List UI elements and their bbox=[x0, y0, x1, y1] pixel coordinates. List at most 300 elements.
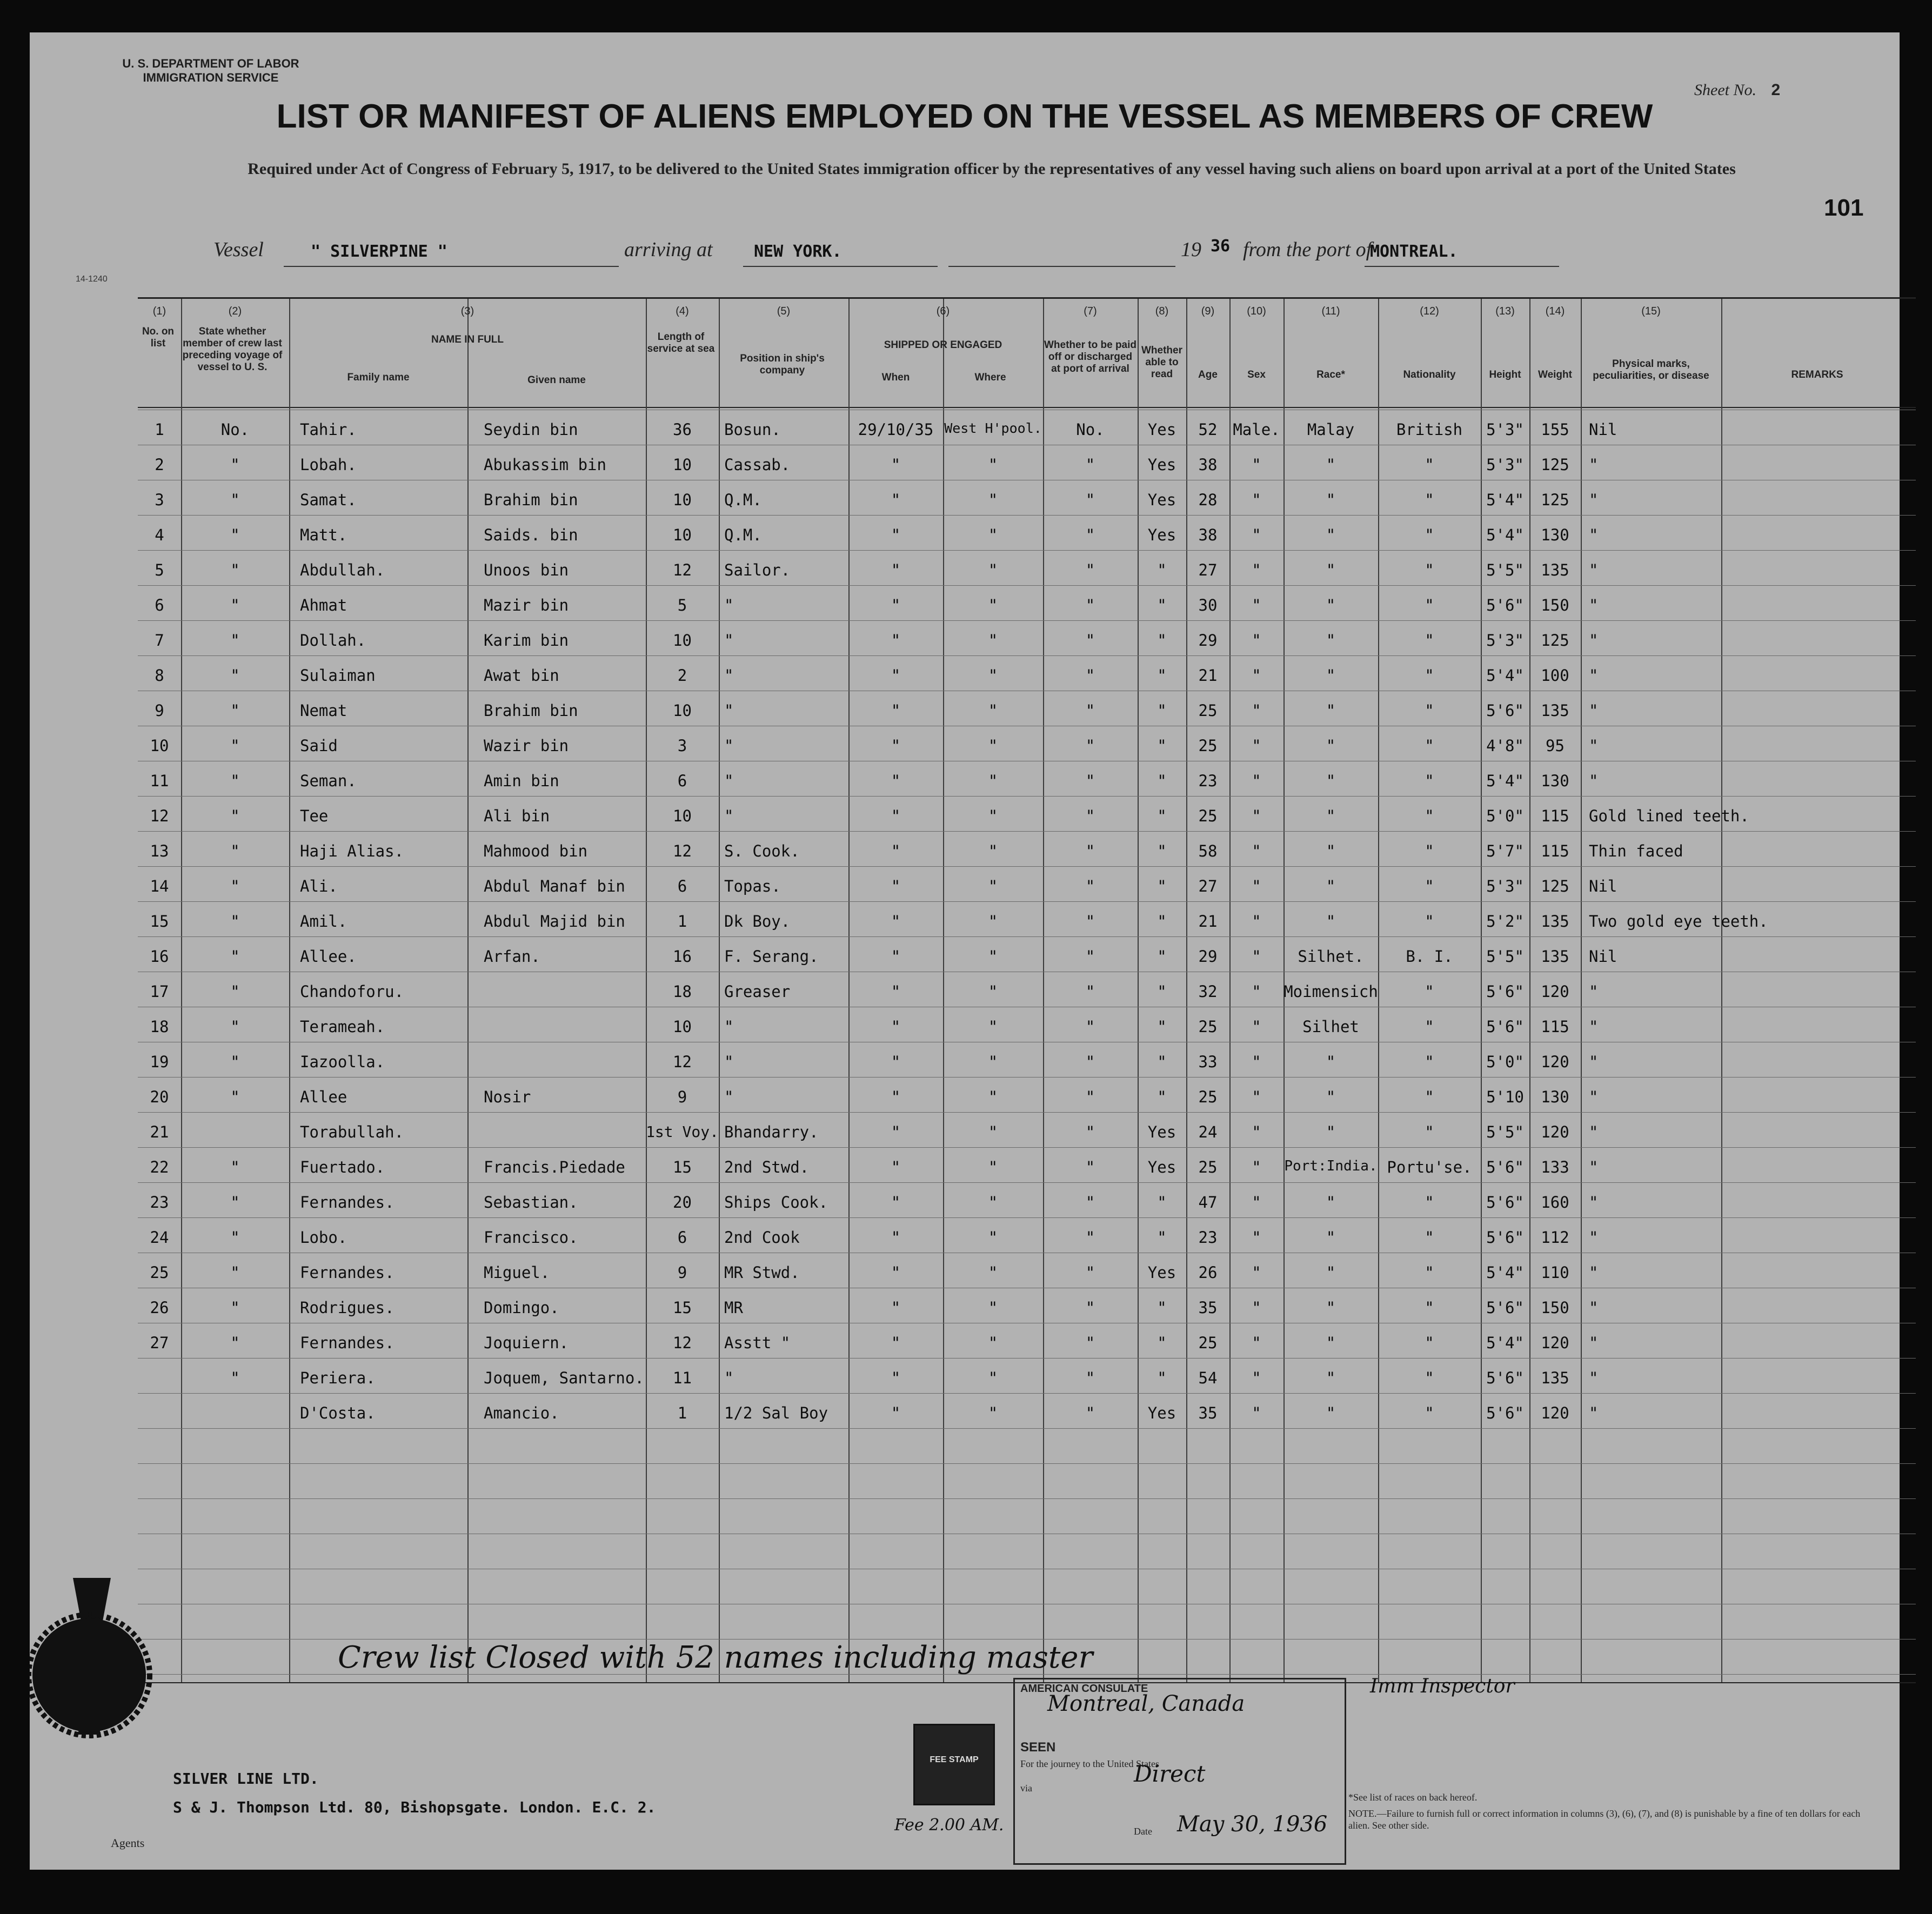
row-rule bbox=[138, 901, 1916, 902]
cell-read: " bbox=[1157, 842, 1167, 860]
cell-read: Yes bbox=[1147, 1404, 1176, 1422]
cell-weight: 135 bbox=[1541, 1369, 1569, 1387]
cell-family: Amil. bbox=[300, 912, 347, 931]
row-rule bbox=[138, 620, 1916, 621]
cell-position: Bosun. bbox=[724, 420, 781, 439]
cell-sex: " bbox=[1252, 1369, 1261, 1387]
cell-no: 17 bbox=[150, 982, 169, 1001]
cell-length: 6 bbox=[677, 877, 687, 895]
vessel-underline bbox=[284, 266, 619, 267]
cell-given: Francisco. bbox=[484, 1228, 578, 1247]
cell-family: Haji Alias. bbox=[300, 842, 404, 860]
cell-nat: British bbox=[1396, 420, 1463, 439]
header-age: Age bbox=[1198, 369, 1218, 380]
cell-sex: " bbox=[1252, 807, 1261, 825]
cell-nat: " bbox=[1425, 842, 1434, 860]
cell-member: " bbox=[230, 982, 240, 1001]
cell-age: 21 bbox=[1198, 666, 1218, 685]
column-number: (2) bbox=[228, 305, 242, 317]
date-label: Date bbox=[1134, 1826, 1152, 1837]
cell-race: Silhet. bbox=[1298, 947, 1364, 966]
column-number: (11) bbox=[1321, 305, 1340, 317]
cell-weight: 135 bbox=[1541, 561, 1569, 579]
cell-age: 30 bbox=[1198, 596, 1218, 614]
cell-given: Brahim bin bbox=[484, 701, 578, 720]
cell-where: " bbox=[988, 1053, 998, 1071]
cell-weight: 120 bbox=[1541, 1404, 1569, 1422]
cell-weight: 120 bbox=[1541, 1053, 1569, 1071]
cell-read: " bbox=[1157, 666, 1167, 685]
cell-weight: 120 bbox=[1541, 982, 1569, 1001]
cell-when: " bbox=[891, 1193, 901, 1212]
cell-where: " bbox=[988, 737, 998, 755]
cell-when: " bbox=[891, 561, 901, 579]
cell-member: " bbox=[230, 1018, 240, 1036]
cell-where: " bbox=[988, 1334, 998, 1352]
cell-where: " bbox=[988, 1088, 998, 1106]
cell-age: 28 bbox=[1198, 491, 1218, 509]
cell-height: 5'6" bbox=[1486, 596, 1524, 614]
cell-age: 38 bbox=[1198, 456, 1218, 474]
cell-sex: " bbox=[1252, 912, 1261, 931]
cell-height: 5'5" bbox=[1486, 561, 1524, 579]
cell-position: Cassab. bbox=[724, 456, 791, 474]
cell-family: Abdullah. bbox=[300, 561, 385, 579]
arrival-port: NEW YORK. bbox=[754, 242, 842, 261]
cell-nat: " bbox=[1425, 912, 1434, 931]
cell-position: F. Serang. bbox=[724, 947, 819, 966]
page-title: LIST OR MANIFEST OF ALIENS EMPLOYED ON THE VESSEL AS MEMBERS OF CREW bbox=[276, 98, 1653, 135]
cell-age: 25 bbox=[1198, 737, 1218, 755]
department-line: U. S. DEPARTMENT OF LABOR bbox=[122, 57, 299, 70]
column-rule bbox=[467, 299, 469, 1682]
cell-marks: Gold lined teeth. bbox=[1589, 807, 1749, 825]
cell-length: 10 bbox=[673, 701, 692, 720]
cell-weight: 130 bbox=[1541, 526, 1569, 544]
cell-race: " bbox=[1326, 1369, 1336, 1387]
cell-marks: Nil bbox=[1589, 420, 1617, 439]
cell-read: Yes bbox=[1147, 1158, 1176, 1176]
cell-family: Ali. bbox=[300, 877, 338, 895]
cell-paid: " bbox=[1085, 666, 1095, 685]
cell-sex: " bbox=[1252, 737, 1261, 755]
cell-length: 9 bbox=[677, 1263, 687, 1282]
arriving-label: arriving at bbox=[624, 238, 713, 261]
cell-height: 5'6" bbox=[1486, 1158, 1524, 1176]
cell-age: 23 bbox=[1198, 772, 1218, 790]
cell-no: 7 bbox=[155, 631, 164, 650]
cell-race: " bbox=[1326, 526, 1336, 544]
cell-where: " bbox=[988, 1228, 998, 1247]
cell-race: " bbox=[1326, 772, 1336, 790]
cell-race: " bbox=[1326, 1263, 1336, 1282]
cell-race: Silhet bbox=[1302, 1018, 1359, 1036]
cell-no: 20 bbox=[150, 1088, 169, 1106]
column-rule bbox=[1581, 299, 1582, 1682]
cell-member: " bbox=[230, 772, 240, 790]
cell-no: 23 bbox=[150, 1193, 169, 1212]
column-number: (10) bbox=[1247, 305, 1266, 317]
cell-when: " bbox=[891, 772, 901, 790]
cell-paid: " bbox=[1085, 491, 1095, 509]
cell-weight: 100 bbox=[1541, 666, 1569, 685]
cell-position: " bbox=[724, 1369, 734, 1387]
cell-race: " bbox=[1326, 912, 1336, 931]
cell-read: " bbox=[1157, 1193, 1167, 1212]
column-rule bbox=[289, 299, 290, 1682]
cell-family: Fernandes. bbox=[300, 1193, 395, 1212]
cell-race: Port:India. bbox=[1284, 1158, 1378, 1174]
wax-seal bbox=[30, 1572, 186, 1740]
cell-length: 12 bbox=[673, 842, 692, 860]
cell-height: 5'4" bbox=[1486, 1263, 1524, 1282]
cell-read: Yes bbox=[1147, 1123, 1176, 1141]
cell-paid: " bbox=[1085, 1404, 1095, 1422]
from-label: from the port of bbox=[1243, 238, 1372, 261]
cell-member: " bbox=[230, 1299, 240, 1317]
cell-age: 21 bbox=[1198, 912, 1218, 931]
cell-member: " bbox=[230, 666, 240, 685]
cell-when: " bbox=[891, 631, 901, 650]
cell-when: 29/10/35 bbox=[858, 420, 934, 439]
column-number: (12) bbox=[1420, 305, 1439, 317]
cell-height: 5'6" bbox=[1486, 1369, 1524, 1387]
row-rule bbox=[138, 1463, 1916, 1464]
cell-length: 1 bbox=[677, 912, 687, 931]
cell-nat: B. I. bbox=[1406, 947, 1453, 966]
cell-nat: " bbox=[1425, 456, 1434, 474]
cell-sex: " bbox=[1252, 1228, 1261, 1247]
row-rule bbox=[138, 550, 1916, 551]
cell-length: 1 bbox=[677, 1404, 687, 1422]
cell-nat: " bbox=[1425, 526, 1434, 544]
cell-length: 20 bbox=[673, 1193, 692, 1212]
cell-read: Yes bbox=[1147, 456, 1176, 474]
cell-paid: " bbox=[1085, 912, 1095, 931]
cell-where: " bbox=[988, 912, 998, 931]
cell-length: 12 bbox=[673, 1334, 692, 1352]
row-rule bbox=[138, 796, 1916, 797]
cell-sex: " bbox=[1252, 877, 1261, 895]
cell-no: 8 bbox=[155, 666, 164, 685]
cell-where: " bbox=[988, 842, 998, 860]
cell-position: " bbox=[724, 772, 734, 790]
column-number: (8) bbox=[1155, 305, 1169, 317]
cell-where: " bbox=[988, 596, 998, 614]
cell-nat: " bbox=[1425, 596, 1434, 614]
cell-race: " bbox=[1326, 701, 1336, 720]
cell-nat: " bbox=[1425, 1263, 1434, 1282]
cell-read: " bbox=[1157, 1228, 1167, 1247]
cell-length: 15 bbox=[673, 1158, 692, 1176]
sheet-value: 2 bbox=[1771, 81, 1781, 99]
cell-position: S. Cook. bbox=[724, 842, 800, 860]
cell-race: " bbox=[1326, 877, 1336, 895]
cell-member: " bbox=[230, 877, 240, 895]
cell-length: 9 bbox=[677, 1088, 687, 1106]
cell-age: 58 bbox=[1198, 842, 1218, 860]
row-rule bbox=[138, 1217, 1916, 1218]
cell-height: 5'0" bbox=[1486, 1053, 1524, 1071]
cell-given: Brahim bin bbox=[484, 491, 578, 509]
cell-race: " bbox=[1326, 491, 1336, 509]
cell-position: MR Stwd. bbox=[724, 1263, 800, 1282]
cell-race: " bbox=[1326, 596, 1336, 614]
cell-family: Fernandes. bbox=[300, 1334, 395, 1352]
cell-family: Sulaiman bbox=[300, 666, 376, 685]
seen-label: SEEN bbox=[1020, 1740, 1056, 1755]
row-rule bbox=[138, 1112, 1916, 1113]
cell-where: " bbox=[988, 1404, 998, 1422]
cell-position: " bbox=[724, 701, 734, 720]
cell-paid: No. bbox=[1076, 420, 1105, 439]
cell-paid: " bbox=[1085, 842, 1095, 860]
header-marks: Physical marks, peculiarities, or disease bbox=[1593, 358, 1709, 382]
cell-position: Dk Boy. bbox=[724, 912, 791, 931]
cell-when: " bbox=[891, 1123, 901, 1141]
cell-when: " bbox=[891, 596, 901, 614]
cell-no: 9 bbox=[155, 701, 164, 720]
cell-length: 36 bbox=[673, 420, 692, 439]
cell-family: D'Costa. bbox=[300, 1404, 376, 1422]
crew-table bbox=[138, 297, 1916, 1683]
cell-age: 29 bbox=[1198, 947, 1218, 966]
cell-given: Karim bin bbox=[484, 631, 569, 650]
cell-weight: 125 bbox=[1541, 491, 1569, 509]
cell-no: 5 bbox=[155, 561, 164, 579]
header-read: Whether able to read bbox=[1141, 345, 1182, 380]
cell-no: 1 bbox=[155, 420, 164, 439]
cell-no: 24 bbox=[150, 1228, 169, 1247]
cell-race: " bbox=[1326, 1193, 1336, 1212]
cell-sex: " bbox=[1252, 1158, 1261, 1176]
cell-weight: 135 bbox=[1541, 912, 1569, 931]
cell-family: Seman. bbox=[300, 772, 357, 790]
cell-position: Ships Cook. bbox=[724, 1193, 828, 1212]
cell-sex: " bbox=[1252, 772, 1261, 790]
cell-nat: " bbox=[1425, 807, 1434, 825]
cell-when: " bbox=[891, 666, 901, 685]
cell-member: " bbox=[230, 631, 240, 650]
closing-note: Crew list Closed with 52 names including master bbox=[338, 1640, 1093, 1675]
cell-read: " bbox=[1157, 982, 1167, 1001]
cell-read: " bbox=[1157, 772, 1167, 790]
cell-family: Tahir. bbox=[300, 420, 357, 439]
cell-weight: 115 bbox=[1541, 1018, 1569, 1036]
cell-race: " bbox=[1326, 456, 1336, 474]
cell-marks: " bbox=[1589, 1053, 1599, 1071]
cell-given: Mazir bin bbox=[484, 596, 569, 614]
cell-position: " bbox=[724, 1018, 734, 1036]
header-divider bbox=[138, 407, 1916, 408]
cell-given: Ali bin bbox=[484, 807, 550, 825]
cell-position: Q.M. bbox=[724, 491, 762, 509]
cell-where: West H'pool. bbox=[944, 420, 1042, 436]
header-race: Race* bbox=[1316, 369, 1345, 380]
cell-nat: " bbox=[1425, 1193, 1434, 1212]
cell-member: " bbox=[230, 491, 240, 509]
header-remarks: REMARKS bbox=[1791, 369, 1843, 380]
cell-no: 3 bbox=[155, 491, 164, 509]
cell-race: " bbox=[1326, 1088, 1336, 1106]
cell-read: " bbox=[1157, 596, 1167, 614]
agents-label: Agents bbox=[111, 1836, 145, 1850]
cell-marks: " bbox=[1589, 1228, 1599, 1247]
cell-where: " bbox=[988, 631, 998, 650]
agents-address: S & J. Thompson Ltd. 80, Bishopsgate. London. E.C. 2. bbox=[173, 1798, 656, 1816]
cell-length: 18 bbox=[673, 982, 692, 1001]
cell-height: 5'3" bbox=[1486, 631, 1524, 650]
header-member: State whether member of crew last preceding voyage of vessel to U. S. bbox=[182, 326, 283, 373]
cell-sex: " bbox=[1252, 1404, 1261, 1422]
cell-race: " bbox=[1326, 842, 1336, 860]
cell-where: " bbox=[988, 1158, 998, 1176]
cell-no: 12 bbox=[150, 807, 169, 825]
cell-paid: " bbox=[1085, 561, 1095, 579]
cell-member: " bbox=[230, 1369, 240, 1387]
cell-age: 24 bbox=[1198, 1123, 1218, 1141]
cell-marks: Two gold eye teeth. bbox=[1589, 912, 1768, 931]
cell-race: " bbox=[1326, 737, 1336, 755]
cell-length: 10 bbox=[673, 1018, 692, 1036]
cell-paid: " bbox=[1085, 982, 1095, 1001]
cell-length: 5 bbox=[677, 596, 687, 614]
cell-nat: " bbox=[1425, 1123, 1434, 1141]
sheet-label: Sheet No. bbox=[1694, 81, 1756, 99]
cell-length: 10 bbox=[673, 807, 692, 825]
cell-weight: 95 bbox=[1546, 737, 1565, 755]
cell-height: 5'5" bbox=[1486, 1123, 1524, 1141]
inspector-title: Imm Inspector bbox=[1370, 1675, 1515, 1697]
cell-given: Abdul Manaf bin bbox=[484, 877, 625, 895]
cell-position: 2nd Cook bbox=[724, 1228, 800, 1247]
cell-read: " bbox=[1157, 1369, 1167, 1387]
cell-length: 1st Voy. bbox=[646, 1123, 719, 1141]
cell-no: 22 bbox=[150, 1158, 169, 1176]
cell-paid: " bbox=[1085, 1158, 1095, 1176]
cell-read: " bbox=[1157, 1088, 1167, 1106]
fee-note: Fee 2.00 AM. bbox=[894, 1816, 1004, 1835]
cell-when: " bbox=[891, 526, 901, 544]
cell-weight: 110 bbox=[1541, 1263, 1569, 1282]
cell-height: 5'6" bbox=[1486, 1299, 1524, 1317]
races-footnote: *See list of races on back hereof. bbox=[1348, 1792, 1478, 1803]
cell-member: " bbox=[230, 1263, 240, 1282]
cell-sex: Male. bbox=[1233, 420, 1280, 439]
cell-given: Miguel. bbox=[484, 1263, 550, 1282]
row-rule bbox=[138, 515, 1916, 516]
cell-family: Allee bbox=[300, 1088, 347, 1106]
cell-age: 29 bbox=[1198, 631, 1218, 650]
row-rule bbox=[138, 1428, 1916, 1429]
cell-weight: 120 bbox=[1541, 1334, 1569, 1352]
cell-where: " bbox=[988, 491, 998, 509]
cell-paid: " bbox=[1085, 1263, 1095, 1282]
cell-where: " bbox=[988, 877, 998, 895]
cell-read: " bbox=[1157, 807, 1167, 825]
cell-where: " bbox=[988, 526, 998, 544]
journey-label: For the journey to the United States bbox=[1020, 1758, 1159, 1769]
cell-sex: " bbox=[1252, 1334, 1261, 1352]
cell-read: " bbox=[1157, 1334, 1167, 1352]
cell-marks: " bbox=[1589, 1369, 1599, 1387]
cell-marks: Nil bbox=[1589, 947, 1617, 966]
cell-read: " bbox=[1157, 701, 1167, 720]
cell-nat: " bbox=[1425, 1299, 1434, 1317]
cell-paid: " bbox=[1085, 807, 1095, 825]
column-number: (4) bbox=[676, 305, 689, 317]
cell-position: Bhandarry. bbox=[724, 1123, 819, 1141]
cell-marks: " bbox=[1589, 737, 1599, 755]
department-header bbox=[108, 57, 313, 85]
cell-where: " bbox=[988, 982, 998, 1001]
cell-read: " bbox=[1157, 947, 1167, 966]
cell-family: Allee. bbox=[300, 947, 357, 966]
form-code: 14-1240 bbox=[76, 275, 108, 284]
cell-when: " bbox=[891, 1018, 901, 1036]
cell-weight: 120 bbox=[1541, 1123, 1569, 1141]
cell-height: 5'6" bbox=[1486, 982, 1524, 1001]
vessel-name: " SILVERPINE " bbox=[311, 242, 447, 261]
cell-marks: " bbox=[1589, 1299, 1599, 1317]
cell-nat: " bbox=[1425, 1053, 1434, 1071]
cell-height: 5'4" bbox=[1486, 666, 1524, 685]
port-underline bbox=[743, 266, 938, 267]
cell-weight: 133 bbox=[1541, 1158, 1569, 1176]
cell-given: Seydin bin bbox=[484, 420, 578, 439]
cell-when: " bbox=[891, 1053, 901, 1071]
cell-position: Topas. bbox=[724, 877, 781, 895]
cell-age: 38 bbox=[1198, 526, 1218, 544]
cell-position: " bbox=[724, 666, 734, 685]
cell-position: " bbox=[724, 596, 734, 614]
cell-length: 10 bbox=[673, 456, 692, 474]
cell-member: " bbox=[230, 1158, 240, 1176]
cell-position: Asstt " bbox=[724, 1334, 791, 1352]
cell-length: 11 bbox=[673, 1369, 692, 1387]
cell-no: 26 bbox=[150, 1299, 169, 1317]
cell-length: 12 bbox=[673, 561, 692, 579]
cell-race: Moimensich bbox=[1283, 982, 1378, 1001]
cell-age: 47 bbox=[1198, 1193, 1218, 1212]
cell-marks: " bbox=[1589, 701, 1599, 720]
header-sex: Sex bbox=[1247, 369, 1266, 380]
cell-when: " bbox=[891, 1334, 901, 1352]
row-rule bbox=[138, 936, 1916, 937]
cell-weight: 125 bbox=[1541, 456, 1569, 474]
cell-height: 5'6" bbox=[1486, 1018, 1524, 1036]
cell-read: " bbox=[1157, 737, 1167, 755]
cell-age: 35 bbox=[1198, 1299, 1218, 1317]
cell-sex: " bbox=[1252, 456, 1261, 474]
cell-given: Joquem, Santarno. bbox=[484, 1369, 644, 1387]
cell-nat: " bbox=[1425, 1404, 1434, 1422]
cell-nat: " bbox=[1425, 1228, 1434, 1247]
cell-where: " bbox=[988, 1369, 998, 1387]
cell-given: Francis.Piedade bbox=[484, 1158, 625, 1176]
cell-nat: " bbox=[1425, 701, 1434, 720]
cell-given: Nosir bbox=[484, 1088, 531, 1106]
cell-height: 5'6" bbox=[1486, 701, 1524, 720]
cell-sex: " bbox=[1252, 666, 1261, 685]
cell-nat: " bbox=[1425, 737, 1434, 755]
cell-family: Periera. bbox=[300, 1369, 376, 1387]
cell-height: 4'8" bbox=[1486, 737, 1524, 755]
cell-marks: " bbox=[1589, 631, 1599, 650]
cell-length: 16 bbox=[673, 947, 692, 966]
stamp-date: May 30, 1936 bbox=[1177, 1812, 1328, 1837]
cell-no: 14 bbox=[150, 877, 169, 895]
